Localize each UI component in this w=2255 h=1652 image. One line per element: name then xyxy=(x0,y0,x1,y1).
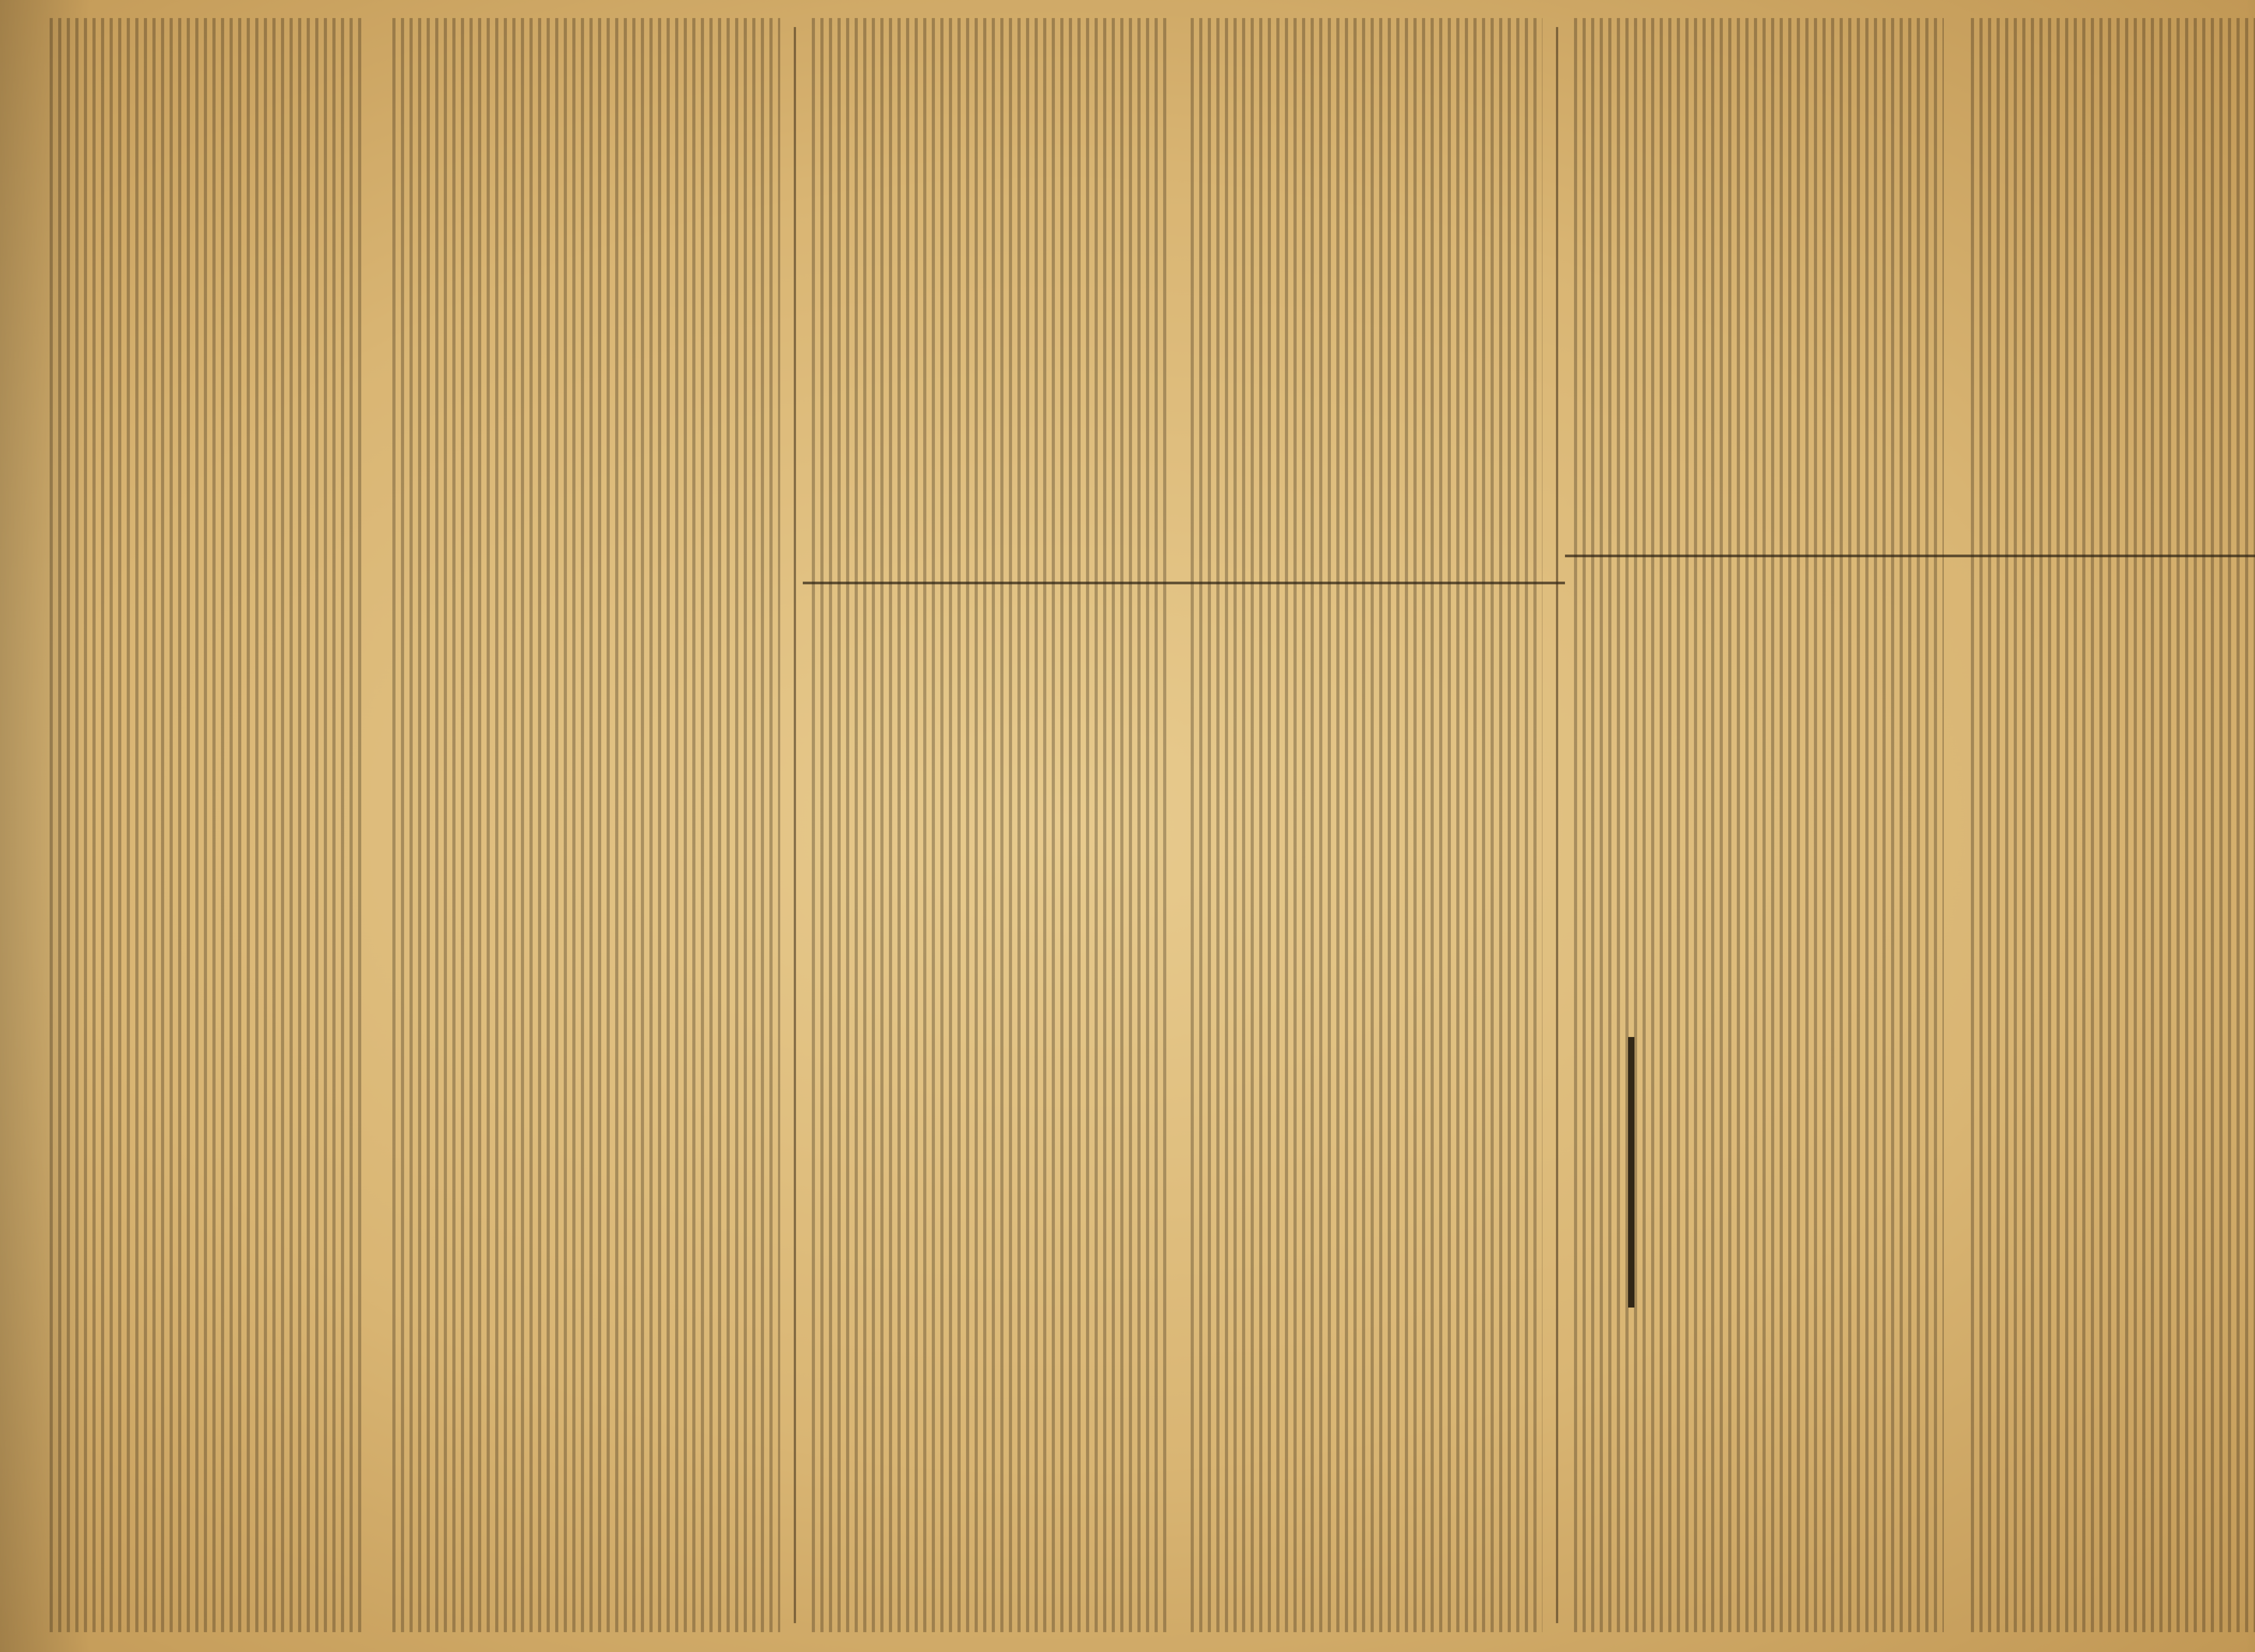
text-column xyxy=(1971,18,2255,1632)
column-rule xyxy=(1556,27,1558,1623)
column-band-middle xyxy=(812,18,1542,1632)
text-column xyxy=(50,18,365,1632)
bold-rule xyxy=(1628,1037,1634,1308)
column-rule xyxy=(794,27,796,1623)
text-column xyxy=(812,18,1168,1632)
column-band-right xyxy=(1574,18,2255,1632)
text-column xyxy=(1574,18,1944,1632)
text-column xyxy=(1191,18,1542,1632)
column-band-left xyxy=(50,18,780,1632)
text-column xyxy=(392,18,780,1632)
